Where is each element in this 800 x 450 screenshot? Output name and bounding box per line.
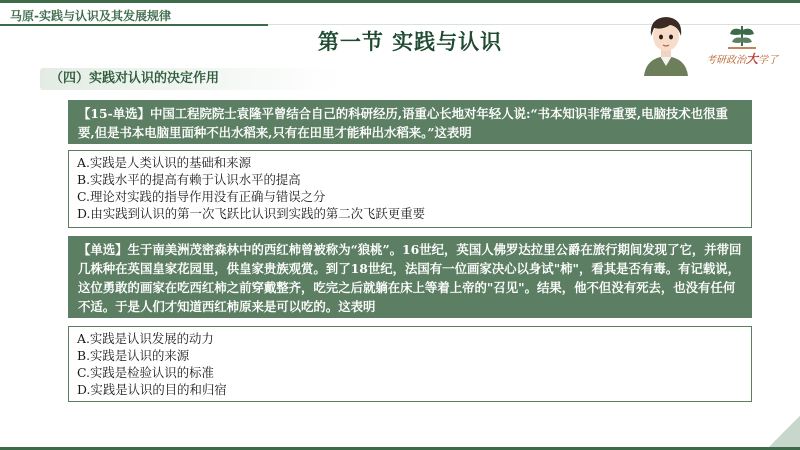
option-a[interactable]: A.实践是人类认识的基础和来源 bbox=[77, 155, 251, 170]
option-b[interactable]: B.实践是认识的来源 bbox=[77, 348, 190, 363]
brand-logo bbox=[698, 22, 786, 72]
options-box bbox=[68, 326, 752, 402]
leaf-emblem-icon bbox=[698, 22, 786, 52]
teacher-avatar bbox=[636, 10, 696, 78]
question-stem: 【单选】生于南美洲茂密森林中的西红柿曾被称为“狼桃”。16世纪，英国人佛罗达拉里公爵在旅行期间发现了它，并带回几株种在英国皇家花园里，供皇家贵族观赏。到了18世纪，法国有一位画家决心以身试"柿"，看其是否有毒。有记载说，这位勇敢的画家在吃西红柿之前穿戴整齐，吃完之后就躺在床上等着上帝的"召见"。结果，他不但没有死去，也没有任何不适。于是人们才知道西红柿原来是可以吃的。这表明 bbox=[68, 236, 752, 318]
title-underline bbox=[0, 24, 268, 26]
option-d[interactable]: D.由实践到认识的第一次飞跃比认识到实践的第二次飞跃更重要 bbox=[77, 206, 425, 221]
option-c[interactable]: C.实践是检验认识的标准 bbox=[77, 365, 214, 380]
option-b[interactable]: B.实践水平的提高有赖于认识水平的提高 bbox=[77, 172, 301, 187]
option-d[interactable]: D.实践是认识的目的和归宿 bbox=[77, 382, 227, 397]
section-title: 第一节 实践与认识 bbox=[317, 30, 503, 54]
subsection-heading: （四）实践对认识的决定作用 bbox=[40, 68, 340, 90]
options-box bbox=[68, 150, 752, 228]
option-a[interactable]: A.实践是认识发展的动力 bbox=[77, 331, 214, 346]
question-stem: 【15-单选】中国工程院院士袁隆平曾结合自己的科研经历,语重心长地对年轻人说:“书本知识非常重要,电脑技术也很重要,但是书本电脑里面种不出水稻来,只有在田里才能种出水稻来。”这表明 bbox=[68, 100, 752, 144]
course-title: 马原-实践与认识及其发展规律 bbox=[10, 9, 171, 23]
option-c[interactable]: C.理论对实践的指导作用没有正确与错误之分 bbox=[77, 189, 326, 204]
brand-text: 考研政治大学了 bbox=[705, 52, 778, 66]
top-rule bbox=[0, 0, 800, 3]
corner-decoration bbox=[766, 416, 800, 450]
